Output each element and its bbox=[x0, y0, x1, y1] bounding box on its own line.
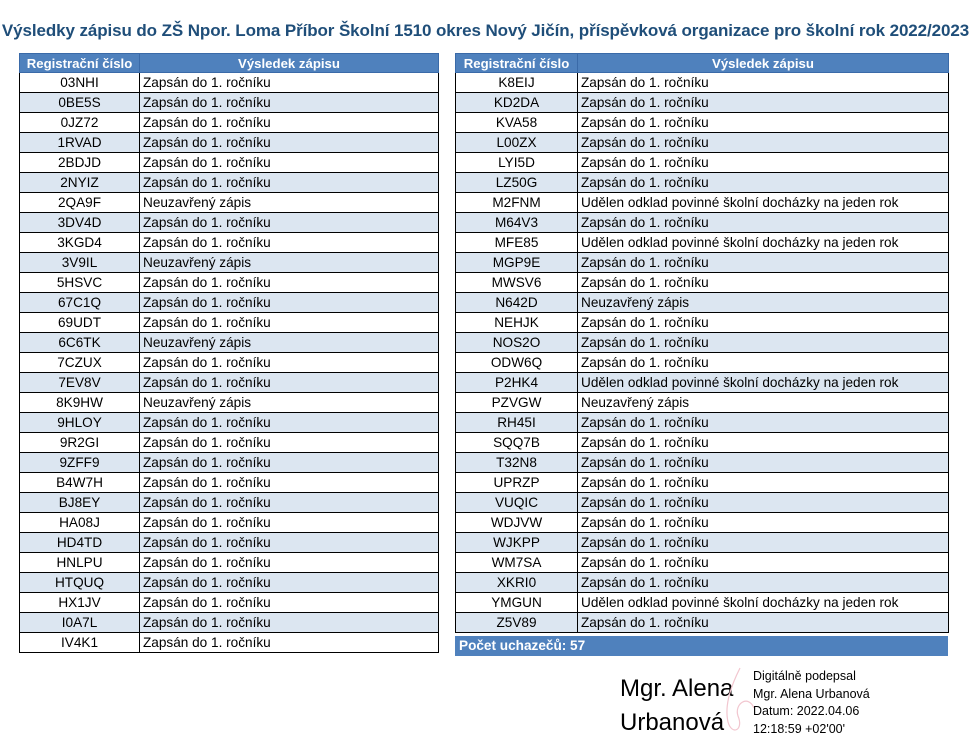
header-result: Výsledek zápisu bbox=[140, 54, 439, 73]
result-cell: Zapsán do 1. ročníku bbox=[140, 473, 439, 493]
registration-number-cell: ODW6Q bbox=[456, 353, 578, 373]
result-cell: Zapsán do 1. ročníku bbox=[140, 73, 439, 93]
registration-number-cell: 7EV8V bbox=[20, 373, 140, 393]
table-row bbox=[20, 433, 439, 453]
registration-number-cell: 3V9IL bbox=[20, 253, 140, 273]
registration-number-cell: WM7SA bbox=[456, 553, 578, 573]
table-row bbox=[20, 233, 439, 253]
table-row bbox=[20, 253, 439, 273]
table-row bbox=[20, 393, 439, 413]
registration-number-cell: HNLPU bbox=[20, 553, 140, 573]
table-row bbox=[456, 153, 949, 173]
registration-number-cell: HTQUQ bbox=[20, 573, 140, 593]
table-row bbox=[20, 513, 439, 533]
result-cell: Zapsán do 1. ročníku bbox=[140, 433, 439, 453]
table-row bbox=[456, 613, 949, 633]
result-cell: Zapsán do 1. ročníku bbox=[140, 133, 439, 153]
table-row bbox=[20, 153, 439, 173]
table-row bbox=[20, 273, 439, 293]
table-row bbox=[20, 293, 439, 313]
registration-number-cell: IV4K1 bbox=[20, 633, 140, 653]
registration-number-cell: NEHJK bbox=[456, 313, 578, 333]
result-cell: Zapsán do 1. ročníku bbox=[140, 93, 439, 113]
result-cell: Neuzavřený zápis bbox=[140, 393, 439, 413]
result-cell: Zapsán do 1. ročníku bbox=[140, 233, 439, 253]
table-header-row bbox=[456, 54, 949, 73]
signature-info bbox=[753, 668, 870, 738]
result-cell: Zapsán do 1. ročníku bbox=[140, 493, 439, 513]
result-cell: Zapsán do 1. ročníku bbox=[140, 573, 439, 593]
result-cell: Zapsán do 1. ročníku bbox=[578, 413, 949, 433]
registration-number-cell: 67C1Q bbox=[20, 293, 140, 313]
result-cell: Zapsán do 1. ročníku bbox=[578, 273, 949, 293]
table-row bbox=[20, 73, 439, 93]
table-row bbox=[456, 533, 949, 553]
registration-number-cell: LZ50G bbox=[456, 173, 578, 193]
result-cell: Zapsán do 1. ročníku bbox=[578, 433, 949, 453]
registration-number-cell: RH45I bbox=[456, 413, 578, 433]
registration-number-cell: 3DV4D bbox=[20, 213, 140, 233]
results-table-right bbox=[455, 53, 949, 633]
registration-number-cell: KVA58 bbox=[456, 113, 578, 133]
result-cell: Zapsán do 1. ročníku bbox=[140, 413, 439, 433]
table-row bbox=[20, 373, 439, 393]
table-row bbox=[456, 453, 949, 473]
table-row bbox=[20, 613, 439, 633]
result-cell: Zapsán do 1. ročníku bbox=[578, 113, 949, 133]
result-cell: Zapsán do 1. ročníku bbox=[578, 213, 949, 233]
result-cell: Neuzavřený zápis bbox=[578, 293, 949, 313]
result-cell: Neuzavřený zápis bbox=[140, 253, 439, 273]
table-row bbox=[20, 333, 439, 353]
result-cell: Zapsán do 1. ročníku bbox=[140, 313, 439, 333]
result-cell: Udělen odklad povinné školní docházky na jeden rok bbox=[578, 233, 949, 253]
registration-number-cell: VUQIC bbox=[456, 493, 578, 513]
result-cell: Zapsán do 1. ročníku bbox=[578, 73, 949, 93]
registration-number-cell: 3KGD4 bbox=[20, 233, 140, 253]
registration-number-cell: 9HLOY bbox=[20, 413, 140, 433]
registration-number-cell: NOS2O bbox=[456, 333, 578, 353]
table-row bbox=[456, 333, 949, 353]
header-result: Výsledek zápisu bbox=[578, 54, 949, 73]
registration-number-cell: BJ8EY bbox=[20, 493, 140, 513]
result-cell: Zapsán do 1. ročníku bbox=[578, 93, 949, 113]
result-cell: Zapsán do 1. ročníku bbox=[578, 493, 949, 513]
signature-info-line: 12:18:59 +02'00' bbox=[753, 721, 846, 736]
registration-number-cell: Z5V89 bbox=[456, 613, 578, 633]
registration-number-cell: 2NYIZ bbox=[20, 173, 140, 193]
table-row bbox=[456, 193, 949, 213]
registration-number-cell: 0BE5S bbox=[20, 93, 140, 113]
table-row bbox=[456, 313, 949, 333]
registration-number-cell: HX1JV bbox=[20, 593, 140, 613]
header-registration-number: Registrační číslo bbox=[20, 54, 140, 73]
registration-number-cell: 69UDT bbox=[20, 313, 140, 333]
table-row bbox=[20, 193, 439, 213]
result-cell: Zapsán do 1. ročníku bbox=[578, 313, 949, 333]
table-row bbox=[456, 293, 949, 313]
result-cell: Udělen odklad povinné školní docházky na jeden rok bbox=[578, 593, 949, 613]
registration-number-cell: MFE85 bbox=[456, 233, 578, 253]
result-cell: Neuzavřený zápis bbox=[578, 393, 949, 413]
table-row bbox=[456, 473, 949, 493]
table-row bbox=[20, 413, 439, 433]
registration-number-cell: 9R2GI bbox=[20, 433, 140, 453]
table-row bbox=[456, 353, 949, 373]
table-row bbox=[20, 593, 439, 613]
header-registration-number: Registrační číslo bbox=[456, 54, 578, 73]
registration-number-cell: UPRZP bbox=[456, 473, 578, 493]
registration-number-cell: WDJVW bbox=[456, 513, 578, 533]
registration-number-cell: B4W7H bbox=[20, 473, 140, 493]
result-cell: Zapsán do 1. ročníku bbox=[578, 133, 949, 153]
result-cell: Zapsán do 1. ročníku bbox=[578, 533, 949, 553]
signature-info-line: Mgr. Alena Urbanová bbox=[753, 686, 870, 701]
registration-number-cell: HA08J bbox=[20, 513, 140, 533]
result-cell: Zapsán do 1. ročníku bbox=[140, 153, 439, 173]
registration-number-cell: HD4TD bbox=[20, 533, 140, 553]
result-cell: Zapsán do 1. ročníku bbox=[140, 593, 439, 613]
registration-number-cell: I0A7L bbox=[20, 613, 140, 633]
table-header-row bbox=[20, 54, 439, 73]
registration-number-cell: SQQ7B bbox=[456, 433, 578, 453]
registration-number-cell: M2FNM bbox=[456, 193, 578, 213]
result-cell: Zapsán do 1. ročníku bbox=[578, 453, 949, 473]
table-row bbox=[20, 133, 439, 153]
table-row bbox=[456, 433, 949, 453]
result-cell: Zapsán do 1. ročníku bbox=[140, 633, 439, 653]
registration-number-cell: 7CZUX bbox=[20, 353, 140, 373]
result-cell: Zapsán do 1. ročníku bbox=[140, 273, 439, 293]
registration-number-cell: 5HSVC bbox=[20, 273, 140, 293]
result-cell: Neuzavřený zápis bbox=[140, 333, 439, 353]
registration-number-cell: XKRI0 bbox=[456, 573, 578, 593]
result-cell: Zapsán do 1. ročníku bbox=[578, 573, 949, 593]
table-row bbox=[456, 273, 949, 293]
table-row bbox=[20, 493, 439, 513]
registration-number-cell: 9ZFF9 bbox=[20, 453, 140, 473]
result-cell: Zapsán do 1. ročníku bbox=[578, 153, 949, 173]
registration-number-cell: 6C6TK bbox=[20, 333, 140, 353]
table-row bbox=[20, 93, 439, 113]
table-row bbox=[456, 93, 949, 113]
registration-number-cell: MGP9E bbox=[456, 253, 578, 273]
table-row bbox=[456, 133, 949, 153]
registration-number-cell: L00ZX bbox=[456, 133, 578, 153]
table-row bbox=[20, 533, 439, 553]
registration-number-cell: WJKPP bbox=[456, 533, 578, 553]
result-cell: Zapsán do 1. ročníku bbox=[140, 293, 439, 313]
result-cell: Udělen odklad povinné školní docházky na jeden rok bbox=[578, 193, 949, 213]
result-cell: Udělen odklad povinné školní docházky na jeden rok bbox=[578, 373, 949, 393]
result-cell: Zapsán do 1. ročníku bbox=[140, 553, 439, 573]
registration-number-cell: T32N8 bbox=[456, 453, 578, 473]
result-cell: Zapsán do 1. ročníku bbox=[578, 613, 949, 633]
result-cell: Zapsán do 1. ročníku bbox=[578, 173, 949, 193]
result-cell: Zapsán do 1. ročníku bbox=[140, 213, 439, 233]
result-cell: Zapsán do 1. ročníku bbox=[140, 173, 439, 193]
registration-number-cell: P2HK4 bbox=[456, 373, 578, 393]
signature-name-line2: Urbanová bbox=[620, 709, 725, 736]
table-row bbox=[456, 213, 949, 233]
table-row bbox=[20, 313, 439, 333]
results-table-left bbox=[19, 53, 439, 653]
applicant-count: Počet uchazečů: 57 bbox=[455, 636, 948, 656]
table-row bbox=[20, 213, 439, 233]
result-cell: Zapsán do 1. ročníku bbox=[578, 253, 949, 273]
table-row bbox=[20, 453, 439, 473]
result-cell: Zapsán do 1. ročníku bbox=[140, 113, 439, 133]
result-cell: Zapsán do 1. ročníku bbox=[140, 373, 439, 393]
result-cell: Zapsán do 1. ročníku bbox=[578, 353, 949, 373]
table-row bbox=[20, 173, 439, 193]
table-row bbox=[456, 573, 949, 593]
registration-number-cell: N642D bbox=[456, 293, 578, 313]
table-row bbox=[20, 113, 439, 133]
registration-number-cell: LYI5D bbox=[456, 153, 578, 173]
table-row bbox=[456, 513, 949, 533]
registration-number-cell: YMGUN bbox=[456, 593, 578, 613]
result-cell: Neuzavřený zápis bbox=[140, 193, 439, 213]
table-row bbox=[456, 173, 949, 193]
result-cell: Zapsán do 1. ročníku bbox=[140, 533, 439, 553]
table-row bbox=[20, 553, 439, 573]
signature-info-line: Datum: 2022.04.06 bbox=[753, 704, 860, 718]
registration-number-cell: 2QA9F bbox=[20, 193, 140, 213]
signature-info-line: Digitálně podepsal bbox=[753, 669, 856, 683]
registration-number-cell: M64V3 bbox=[456, 213, 578, 233]
table-row bbox=[456, 373, 949, 393]
registration-number-cell: 8K9HW bbox=[20, 393, 140, 413]
result-cell: Zapsán do 1. ročníku bbox=[578, 333, 949, 353]
table-row bbox=[456, 73, 949, 93]
registration-number-cell: PZVGW bbox=[456, 393, 578, 413]
table-row bbox=[456, 593, 949, 613]
table-row bbox=[456, 233, 949, 253]
table-row bbox=[456, 253, 949, 273]
table-row bbox=[456, 113, 949, 133]
result-cell: Zapsán do 1. ročníku bbox=[140, 613, 439, 633]
table-row bbox=[20, 573, 439, 593]
table-row bbox=[20, 633, 439, 653]
result-cell: Zapsán do 1. ročníku bbox=[140, 353, 439, 373]
registration-number-cell: 2BDJD bbox=[20, 153, 140, 173]
result-cell: Zapsán do 1. ročníku bbox=[578, 513, 949, 533]
registration-number-cell: MWSV6 bbox=[456, 273, 578, 293]
registration-number-cell: K8EIJ bbox=[456, 73, 578, 93]
table-row bbox=[456, 393, 949, 413]
result-cell: Zapsán do 1. ročníku bbox=[578, 553, 949, 573]
registration-number-cell: 03NHI bbox=[20, 73, 140, 93]
table-row bbox=[456, 553, 949, 573]
registration-number-cell: KD2DA bbox=[456, 93, 578, 113]
result-cell: Zapsán do 1. ročníku bbox=[578, 473, 949, 493]
table-row bbox=[20, 353, 439, 373]
result-cell: Zapsán do 1. ročníku bbox=[140, 453, 439, 473]
signature-name-line1: Mgr. Alena bbox=[620, 675, 734, 702]
table-row bbox=[456, 493, 949, 513]
result-cell: Zapsán do 1. ročníku bbox=[140, 513, 439, 533]
table-row bbox=[20, 473, 439, 493]
page-title: Výsledky zápisu do ZŠ Npor. Loma Příbor Školní 1510 okres Nový Jičín, příspěvková organizace pro školní rok 2022/2023 bbox=[1, 21, 970, 40]
registration-number-cell: 0JZ72 bbox=[20, 113, 140, 133]
registration-number-cell: 1RVAD bbox=[20, 133, 140, 153]
table-row bbox=[456, 413, 949, 433]
